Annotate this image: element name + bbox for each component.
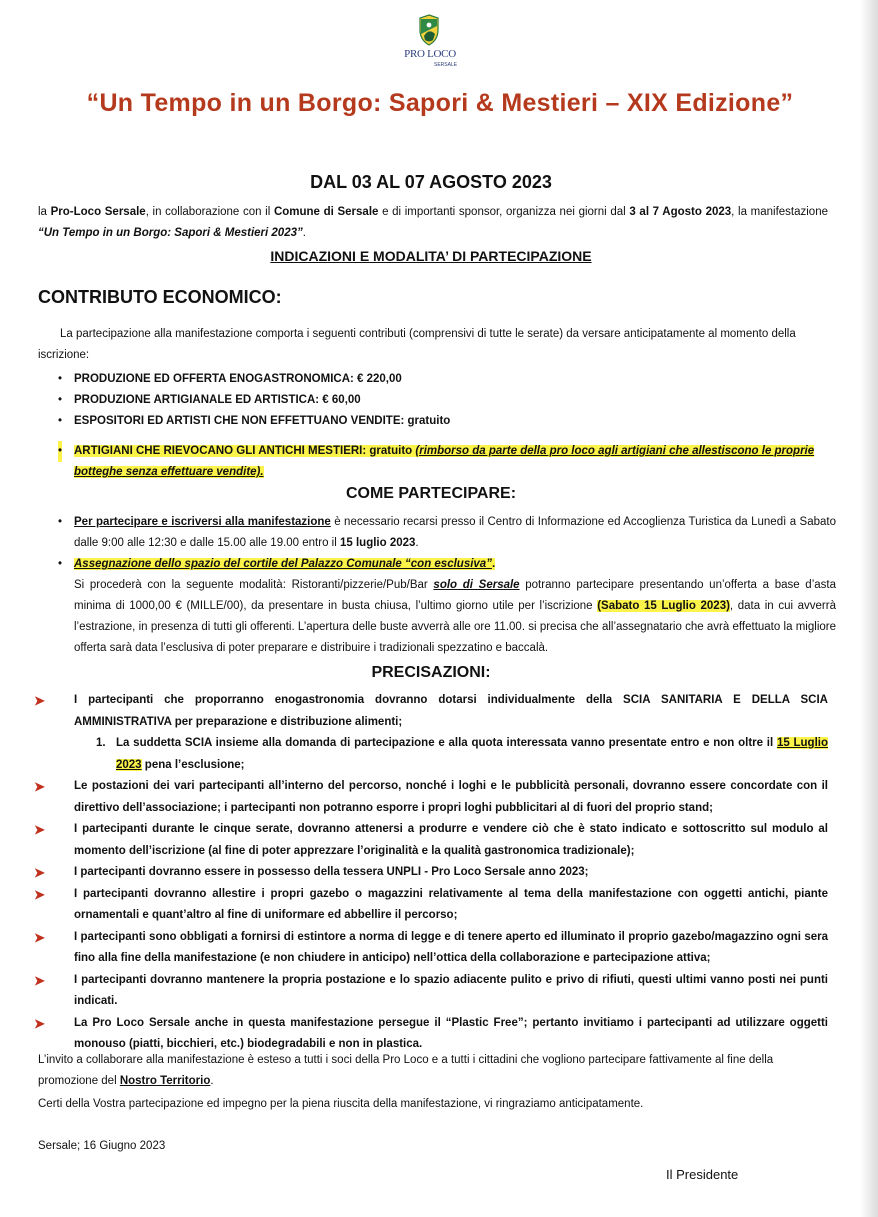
artigiani-item (56, 441, 836, 483)
place-date: Sersale; 16 Giugno 2023 (38, 1140, 166, 1152)
contributo-list (56, 369, 836, 432)
list-item: ➤ I partecipanti dovranno essere in possesso della tessera UNPLI - Pro Loco Sersale anno 2023; (34, 862, 828, 884)
list-item: ➤ I partecipanti sono obbligati a fornirsi di estintore a norma di legge e di tenere aperto ed illuminato il proprio gazebo/magazzino ogni sera fino alla fine della manifestazione (e non chiudere in anticipo) nell’ottica della collaborazione e partecipazione attiva; (34, 927, 828, 970)
come-partecipare-heading: COME PARTECIPARE: (345, 485, 517, 502)
list-item: • PRODUZIONE ED OFFERTA ENOGASTRONOMICA: € 220,00 (58, 373, 402, 385)
list-item: ➤ I partecipanti dovranno allestire i propri gazebo o magazzini relativamente al tema della manifestazione con oggetti antichi, piante ornamentali e quant’altro al fine di uniformare ed abbellire il percorso; (34, 884, 828, 927)
section-title: INDICAZIONI E MODALITA’ DI PARTECIPAZIONE (270, 248, 592, 264)
list-item: ➤ La Pro Loco Sersale anche in questa manifestazione persegue il “Plastic Free”; pertanto invitiamo i partecipanti ad utilizzare oggetti monouso (piatti, bicchieri, etc.) biodegradabili e non in plastica. (34, 1013, 828, 1056)
closing-paragraph: L’invito a collaborare alla manifestazione è esteso a tutti i soci della Pro Loco e a tutti i cittadini che vogliono partecipare fattivamente al fine della promozione del Nostro Territorio. (38, 1054, 774, 1087)
arrow-icon: ➤ (34, 972, 45, 988)
intro-paragraph: la Pro-Loco Sersale, in collaborazione con il Comune di Sersale e di importanti sponsor, organizza nei giorni dal 3 al 7 Agosto 2023, la manifestazione “Un Tempo in un Borgo: Sapori & Mestieri 2023”. (38, 206, 828, 239)
list-item: 1. La suddetta SCIA insieme alla domanda di partecipazione e alla quota interessata vanno presentate entro e non oltre il 15 Luglio 2023 pena l’esclusione; (96, 737, 828, 771)
list-item: • Assegnazione dello spazio del cortile del Palazzo Comunale “con esclusiva”. Si procederà con la seguente modalità: Ristoranti/pizzerie/Pub/Bar solo di Sersale potranno partecipare presentando un’offerta a base d’asta minima di 1000,00 € (MILLE/00), da presentare in busta chiusa, l’ultimo giorno utile per l’iscrizione (Sabato 15 Luglio 2023), data in cui avverrà l’estrazione, in presenza di tutti gli offerenti. L’apertura delle buste avverrà alle ore 11.00. si precisa che all’assegnatario che avrà effettuato la migliore offerta sarà data l’esclusiva di poter preparare e distribuire i tradizionali spezzatino e baccalà. (58, 558, 836, 654)
contributo-text: La partecipazione alla manifestazione comporta i seguenti contributi (comprensivi di tutte le serate) da versare anticipatamente al momento della iscrizione: (38, 328, 796, 361)
arrow-icon: ➤ (34, 886, 45, 902)
contributo-heading: CONTRIBUTO ECONOMICO: (38, 287, 282, 307)
list-item: • ARTIGIANI CHE RIEVOCANO GLI ANTICHI MESTIERI: gratuito (rimborso da parte della pro loco agli artigiani che allestiscono le proprie botteghe senza effettuare vendite). (56, 441, 836, 483)
thanks-paragraph: Certi della Vostra partecipazione ed impegno per la piena riuscita della manifestazione, vi ringraziamo anticipatamente. (38, 1098, 644, 1110)
shield-icon (418, 14, 440, 48)
arrow-icon: ➤ (34, 822, 45, 837)
arrow-icon: ➤ (34, 779, 45, 794)
document-title: “Un Tempo in un Borgo: Sapori & Mestieri – XIX Edizione” (86, 89, 794, 117)
arrow-icon: ➤ (34, 1015, 45, 1031)
arrow-icon: ➤ (34, 929, 45, 945)
list-item: ➤ I partecipanti che proporranno enogastronomia dovranno dotarsi individualmente della SCIA SANITARIA E DELLA SCIA AMMINISTRATIVA per preparazione e distribuzione alimenti; (34, 690, 828, 733)
signature-label: Il Presidente (666, 1167, 739, 1182)
come-list (56, 512, 836, 659)
list-item: ➤ I partecipanti dovranno mantenere la propria postazione e lo spazio adiacente pulito e privo di rifiuti, questi ultimi vanno posti nei punti indicati. (34, 970, 828, 1013)
event-dates: DAL 03 AL 07 AGOSTO 2023 (310, 172, 552, 192)
page-edge-shadow (860, 0, 878, 1217)
arrow-icon: ➤ (34, 865, 45, 880)
list-item: • ESPOSITORI ED ARTISTI CHE NON EFFETTUANO VENDITE: gratuito (58, 415, 451, 427)
list-item: • PRODUZIONE ARTIGIANALE ED ARTISTICA: € 60,00 (58, 394, 361, 406)
list-item: • Per partecipare e iscriversi alla manifestazione è necessario recarsi presso il Centro di Informazione ed Accoglienza Turistica da Lunedì a Sabato dalle 9:00 alle 12:30 e dalle 15.00 alle 19.00 entro il 15 luglio 2023. (58, 516, 836, 549)
precisazioni-list (34, 690, 828, 1056)
list-item: ➤ I partecipanti durante le cinque serate, dovranno attenersi a produrre e vendere ciò che è stato indicato e sottoscritto sul modulo al momento dell’iscrizione (al fine di poter apprezzare l’originalità e la qualità gastronomica tradizionale); (34, 819, 828, 862)
logo-text: PRO LOCO (404, 48, 456, 60)
arrow-icon: ➤ (34, 693, 45, 708)
logo-subtext: SERSALE (434, 62, 458, 68)
precisazioni-heading: PRECISAZIONI: (371, 664, 491, 681)
list-item: ➤ Le postazioni dei vari partecipanti all’interno del percorso, nonché i loghi e le pubblicità personali, dovranno essere concordate con il direttivo dell’associazione; i partecipanti non potranno esporre i propri loghi pubblicitari al di fuori del proprio stand; (34, 776, 828, 819)
pro-loco-logo (396, 14, 464, 76)
